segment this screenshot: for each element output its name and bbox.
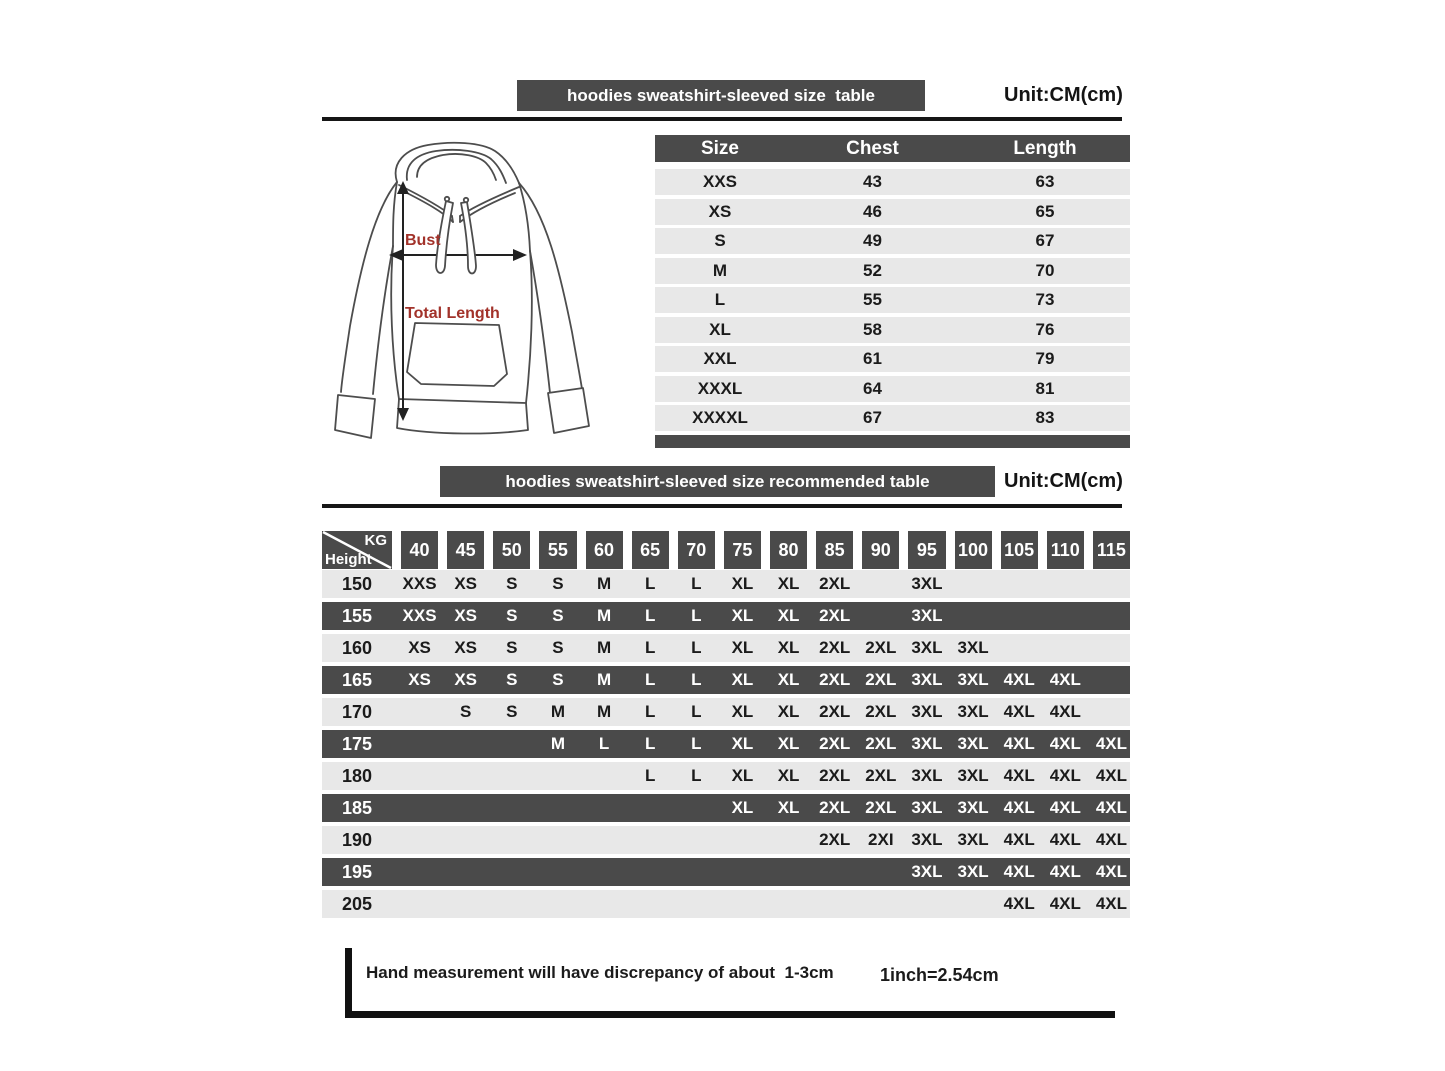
size-cell [632, 890, 669, 918]
size-cell: 4XL [1095, 734, 1128, 753]
weight-header-80: 80 [770, 531, 807, 569]
cell: 76 [1035, 319, 1055, 339]
cell: 83 [1035, 408, 1055, 427]
size-cell: 2XL [819, 638, 851, 657]
cell: 49 [863, 231, 882, 250]
size-row-M [655, 258, 1130, 284]
cell: 67 [1035, 231, 1055, 250]
size-cell: 4XL [1003, 734, 1035, 753]
size-cell: 2XL [819, 798, 851, 817]
height-label: 195 [341, 862, 373, 882]
size-cell: XL [731, 702, 754, 721]
size-cell: S [506, 606, 518, 625]
size-cell: M [596, 702, 612, 721]
height-label: 205 [341, 894, 373, 914]
size-cell: L [598, 734, 610, 753]
weight-header-45: 45 [447, 531, 484, 569]
cell: 73 [1035, 290, 1055, 309]
size-cell: 3XL [911, 830, 943, 849]
size-cell: XL [731, 798, 754, 817]
size-cell: 3XL [957, 862, 989, 881]
size-cell: XL [777, 638, 800, 657]
cell: M [712, 260, 728, 280]
size-row-L [655, 287, 1130, 313]
rec-row-190 [322, 826, 1130, 854]
rec-row-195 [322, 858, 1130, 886]
size-cell: 4XL [1095, 798, 1128, 817]
size-cell: L [691, 606, 702, 625]
measurement-note: Hand measurement will have discrepancy of about 1-3cm [366, 963, 834, 982]
hood-outline [396, 143, 519, 183]
size-cell [539, 762, 576, 790]
size-cell [586, 762, 623, 790]
unit-label-top: Unit:CM(cm) [1004, 84, 1123, 106]
size-cell: 4XL [1003, 830, 1035, 849]
size-cell: L [644, 638, 656, 657]
size-cell [401, 698, 438, 726]
size-cell [955, 602, 992, 630]
size-cell [862, 602, 899, 630]
size-cell: XL [731, 606, 754, 625]
size-cell: 2XL [865, 734, 897, 753]
size-cell: 4XL [1003, 862, 1035, 881]
cell: 70 [1035, 260, 1055, 280]
size-cell: 2XL [819, 670, 851, 689]
size-cell [678, 794, 715, 822]
size-cell [1047, 634, 1084, 662]
size-cell [586, 890, 623, 918]
cell: 79 [1035, 349, 1055, 368]
size-cell: L [691, 638, 702, 657]
size-row-XL [655, 317, 1130, 343]
height-label: 170 [341, 702, 373, 722]
size-cell: 4XL [1049, 830, 1081, 849]
size-cell [862, 570, 899, 598]
size-cell [770, 826, 807, 854]
height-label: 165 [341, 670, 373, 690]
corner-cell [322, 531, 392, 569]
size-cell: L [691, 734, 702, 753]
size-cell: 3XL [957, 798, 989, 817]
size-cell: L [644, 606, 656, 625]
weight-header-55: 55 [539, 531, 576, 569]
weight-header-105: 105 [1001, 531, 1038, 569]
size-cell: XL [777, 606, 800, 625]
rec-row-205 [322, 890, 1130, 918]
size-cell [1001, 634, 1038, 662]
weight-header-100: 100 [955, 531, 992, 569]
right-cuff [548, 388, 589, 433]
size-cell: 3XL [957, 734, 989, 753]
size-cell: 2XL [865, 702, 897, 721]
size-cell [401, 890, 438, 918]
cell: 55 [863, 290, 882, 309]
rec-row-175 [322, 730, 1130, 758]
size-cell: XL [731, 670, 754, 689]
size-cell [1047, 570, 1084, 598]
size-cell [1093, 698, 1130, 726]
weight-header-60: 60 [586, 531, 623, 569]
size-cell [1093, 570, 1130, 598]
size-cell [447, 826, 484, 854]
size-cell: 2XL [819, 606, 851, 625]
size-cell: XL [777, 798, 800, 817]
size-cell: 2XL [865, 798, 897, 817]
size-cell [539, 794, 576, 822]
size-cell: 3XL [911, 798, 943, 817]
cell: 67 [863, 408, 882, 427]
height-label: 180 [341, 766, 373, 786]
size-cell [539, 826, 576, 854]
size-cell [770, 858, 807, 886]
size-cell [632, 794, 669, 822]
body-right-seam [526, 251, 532, 403]
rec-row-170 [322, 698, 1130, 726]
size-cell: 3XL [911, 734, 943, 753]
cell: XXXXL [692, 408, 748, 427]
size-cell [447, 762, 484, 790]
weight-header-110: 110 [1047, 531, 1084, 569]
size-cell: XS [454, 606, 478, 625]
size-cell [1093, 634, 1130, 662]
cell: XXL [703, 349, 737, 368]
footer-vertical-bar [345, 948, 352, 1018]
body-left-seam [391, 246, 399, 399]
cell: 46 [863, 201, 882, 221]
size-cell [401, 730, 438, 758]
hood-inner-fold [417, 154, 496, 180]
size-cell [493, 826, 530, 854]
size-cell: XS [454, 574, 478, 593]
size-cell: 2XI [868, 830, 894, 849]
size-cell [493, 858, 530, 886]
size-cell: 3XL [911, 670, 943, 689]
size-cell: XL [731, 734, 754, 753]
footer-horizontal-bar [345, 1011, 1115, 1018]
size-cell: XL [777, 574, 800, 593]
divider-bottom [322, 504, 1122, 508]
size-cell: 2XL [865, 766, 897, 785]
size-cell [401, 858, 438, 886]
arrowhead-right [513, 249, 527, 261]
cell: 43 [863, 172, 882, 191]
size-cell: S [506, 638, 518, 657]
right-sleeve-outline [519, 183, 582, 389]
size-cell [770, 890, 807, 918]
cell: XS [708, 201, 732, 221]
size-cell: L [644, 766, 656, 785]
recommended-table [322, 531, 1130, 922]
size-cell: 4XL [1049, 894, 1081, 913]
bust-label: Bust [405, 232, 441, 249]
cell: 58 [863, 319, 882, 339]
rec-header-row [322, 531, 1130, 569]
size-cell [586, 858, 623, 886]
arrowhead-up [397, 181, 409, 194]
size-cell: L [691, 766, 702, 785]
size-cell: XL [777, 702, 800, 721]
divider-top [322, 117, 1122, 121]
size-cell: M [596, 606, 612, 625]
hem-band [397, 399, 528, 434]
size-cell: 4XL [1049, 862, 1081, 881]
rec-row-165 [322, 666, 1130, 694]
size-cell: 3XL [911, 638, 943, 657]
rec-row-155 [322, 602, 1130, 630]
size-cell: 3XL [957, 702, 989, 721]
size-cell: XL [731, 766, 754, 785]
height-label: 190 [341, 830, 373, 850]
size-cell [678, 890, 715, 918]
size-cell: M [596, 670, 612, 689]
rec-row-185 [322, 794, 1130, 822]
size-cell [493, 762, 530, 790]
size-cell: 2XL [865, 670, 897, 689]
size-cell: 2XL [819, 830, 851, 849]
height-label: 150 [341, 574, 373, 594]
height-label: 160 [341, 638, 373, 658]
cell: L [714, 290, 726, 309]
size-cell [1001, 602, 1038, 630]
size-cell: 4XL [1003, 670, 1035, 689]
size-cell: L [691, 670, 702, 689]
size-cell [401, 762, 438, 790]
size-cell: XS [454, 638, 478, 657]
size-cell [816, 890, 853, 918]
size-cell [447, 890, 484, 918]
size-cell: L [644, 734, 656, 753]
corner-kg-label: KG [364, 532, 387, 549]
size-cell [1047, 602, 1084, 630]
size-cell: L [644, 574, 656, 593]
size-cell: M [596, 638, 612, 657]
size-row-XXL [655, 346, 1130, 372]
size-cell: 3XL [957, 638, 989, 657]
cell: XL [709, 319, 731, 339]
size-cell [724, 826, 761, 854]
size-cell: 4XL [1003, 894, 1035, 913]
cell: 64 [863, 378, 882, 398]
size-cell: 4XL [1003, 702, 1035, 721]
size-cell [1001, 570, 1038, 598]
size-cell: M [550, 702, 566, 721]
size-cell: 4XL [1095, 894, 1128, 913]
size-cell: 3XL [957, 670, 989, 689]
size-cell: L [691, 702, 702, 721]
size-cell: 2XL [865, 638, 897, 657]
size-cell: 4XL [1049, 702, 1081, 721]
column-header-size: Size [700, 138, 740, 159]
column-header-chest: Chest [846, 138, 899, 159]
size-cell: 4XL [1095, 862, 1128, 881]
size-cell: XXS [402, 606, 437, 625]
size-cell: 3XL [957, 766, 989, 785]
weight-header-70: 70 [678, 531, 715, 569]
size-cell [632, 826, 669, 854]
size-cell: S [552, 606, 564, 625]
size-cell: S [552, 670, 564, 689]
rec-table-body [322, 570, 1130, 918]
size-cell [908, 890, 945, 918]
size-cell: 3XL [911, 574, 943, 593]
kangaroo-pocket [407, 323, 507, 386]
weight-header-40: 40 [401, 531, 438, 569]
cell: 52 [863, 260, 882, 280]
size-cell: XL [731, 638, 754, 657]
size-cell: 4XL [1095, 830, 1128, 849]
weight-header-90: 90 [862, 531, 899, 569]
size-cell [678, 858, 715, 886]
cell: 81 [1035, 378, 1055, 398]
size-table-footer-bar [655, 435, 1130, 448]
cell: XXS [702, 172, 738, 191]
size-cell [1093, 602, 1130, 630]
size-cell: XXS [402, 574, 437, 593]
collar-v-join [452, 216, 460, 222]
size-cell: M [596, 574, 612, 593]
size-cell: 4XL [1049, 670, 1081, 689]
size-cell: 4XL [1049, 766, 1081, 785]
size-cell: L [644, 702, 656, 721]
size-cell: 2XL [819, 574, 851, 593]
size-cell [586, 794, 623, 822]
cell: 61 [863, 349, 882, 368]
size-cell: XS [454, 670, 478, 689]
total-length-label: Total Length [405, 305, 500, 322]
unit-label-bottom: Unit:CM(cm) [1004, 470, 1123, 492]
size-cell: XS [408, 638, 431, 657]
left-cuff [335, 395, 375, 438]
size-row-XS [655, 199, 1130, 225]
height-label: 185 [341, 798, 373, 818]
size-cell: 2XL [819, 734, 851, 753]
weight-header-115: 115 [1093, 531, 1130, 569]
size-cell: XS [408, 670, 431, 689]
size-cell [724, 858, 761, 886]
size-cell: S [552, 574, 564, 593]
size-cell [401, 794, 438, 822]
drawstring-eyelet-right [464, 198, 468, 202]
weight-header-50: 50 [493, 531, 530, 569]
size-cell [955, 570, 992, 598]
size-table-body [655, 169, 1130, 431]
inch-conversion: 1inch=2.54cm [880, 965, 999, 985]
height-label: 175 [341, 734, 373, 754]
size-cell: 4XL [1049, 734, 1081, 753]
size-cell [678, 826, 715, 854]
size-cell [862, 890, 899, 918]
size-cell: XL [777, 734, 800, 753]
cell: 63 [1035, 172, 1055, 191]
drawstring-eyelet-left [445, 197, 449, 201]
size-cell [447, 730, 484, 758]
right-sleeve-inner [530, 251, 550, 393]
size-cell [539, 858, 576, 886]
size-row-XXS [655, 169, 1130, 195]
size-cell: S [506, 702, 518, 721]
size-cell [493, 890, 530, 918]
left-sleeve-inner [373, 246, 393, 394]
size-cell: 3XL [911, 862, 943, 881]
weight-header-75: 75 [724, 531, 761, 569]
size-cell: 4XL [1049, 798, 1081, 817]
size-cell: S [552, 638, 564, 657]
hoodie-diagram [333, 133, 608, 458]
recommended-table-title: hoodies sweatshirt-sleeved size recommended table [440, 466, 995, 497]
size-cell [724, 890, 761, 918]
size-cell: S [506, 574, 518, 593]
size-cell [1093, 666, 1130, 694]
size-cell: S [460, 702, 472, 721]
size-cell: 2XL [819, 702, 851, 721]
weight-header-85: 85 [816, 531, 853, 569]
size-cell [401, 826, 438, 854]
left-shoulder-seam [393, 182, 397, 246]
cell: 65 [1035, 201, 1055, 221]
size-cell [586, 826, 623, 854]
size-cell: 3XL [957, 830, 989, 849]
size-cell [816, 858, 853, 886]
size-cell: 3XL [911, 702, 943, 721]
size-table-title: hoodies sweatshirt-sleeved size table [517, 80, 925, 111]
size-table [655, 135, 1130, 448]
size-cell: M [550, 734, 566, 753]
size-cell [539, 890, 576, 918]
height-label: 155 [341, 606, 373, 626]
size-cell: 4XL [1003, 766, 1035, 785]
size-cell [447, 858, 484, 886]
size-cell: 4XL [1003, 798, 1035, 817]
left-sleeve-outline [341, 182, 397, 392]
size-cell: XL [731, 574, 754, 593]
size-table-header [655, 135, 1130, 162]
rec-row-150 [322, 570, 1130, 598]
rec-row-160 [322, 634, 1130, 662]
size-cell: XL [777, 766, 800, 785]
size-cell [493, 730, 530, 758]
size-cell: 2XL [819, 766, 851, 785]
weight-header-65: 65 [632, 531, 669, 569]
size-cell [632, 858, 669, 886]
right-shoulder-seam [519, 183, 530, 251]
size-cell: XL [777, 670, 800, 689]
size-cell [493, 794, 530, 822]
size-row-XXXXL [655, 405, 1130, 431]
size-row-S [655, 228, 1130, 254]
cell: XXXL [697, 378, 743, 398]
weight-header-95: 95 [908, 531, 945, 569]
corner-height-label: Height [325, 551, 372, 568]
size-cell: 4XL [1095, 766, 1128, 785]
size-cell [447, 794, 484, 822]
size-cell: L [691, 574, 702, 593]
size-cell: 3XL [911, 606, 943, 625]
rec-row-180 [322, 762, 1130, 790]
size-cell: L [644, 670, 656, 689]
size-cell [955, 890, 992, 918]
size-cell: S [506, 670, 518, 689]
size-cell: 3XL [911, 766, 943, 785]
size-cell [862, 858, 899, 886]
size-row-XXXL [655, 376, 1130, 402]
cell: S [714, 231, 726, 250]
column-header-length: Length [1013, 138, 1077, 159]
